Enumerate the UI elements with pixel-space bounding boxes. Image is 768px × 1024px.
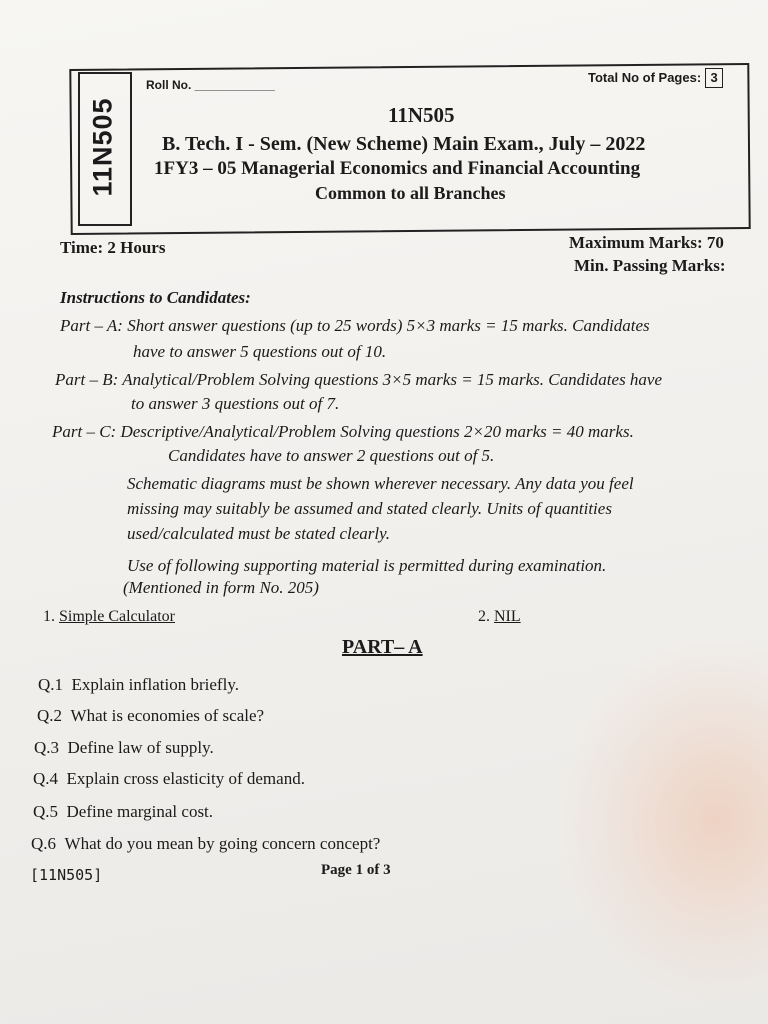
side-paper-code: 11N505 xyxy=(87,97,118,197)
total-pages-label: Total No of Pages: xyxy=(588,70,702,85)
question-1 xyxy=(38,675,239,695)
part-b-instruction-1: Part – B: Analytical/Problem Solving questions 3×5 marks = 15 marks. Candidates have xyxy=(55,370,663,389)
question-text: Define law of supply. xyxy=(67,738,214,757)
question-6 xyxy=(31,834,380,854)
material-item-1-number: 1. xyxy=(43,608,55,625)
question-text: Explain cross elasticity of demand. xyxy=(66,769,305,788)
exam-title: B. Tech. I - Sem. (New Scheme) Main Exam., July – 2022 xyxy=(162,133,646,155)
roll-line: ____________ xyxy=(194,78,275,92)
material-item-1-text: Simple Calculator xyxy=(59,608,175,625)
question-text: Explain inflation briefly. xyxy=(71,675,239,694)
paper-code: 11N505 xyxy=(388,103,455,127)
max-marks: Maximum Marks: 70 xyxy=(569,233,724,252)
note-line-2: missing may suitably be assumed and stated clearly. Units of quantities xyxy=(127,499,612,518)
support-line-2: (Mentioned in form No. 205) xyxy=(123,578,319,597)
part-a-title: PART– A xyxy=(342,636,423,658)
total-pages-value: 3 xyxy=(705,68,723,88)
question-number: Q.5 xyxy=(33,802,59,821)
part-c-instruction-1: Part – C: Descriptive/Analytical/Problem Solving questions 2×20 marks = 40 marks. xyxy=(52,422,634,441)
material-item-1 xyxy=(43,608,314,626)
note-line-1: Schematic diagrams must be shown wherever necessary. Any data you feel xyxy=(127,474,634,493)
question-3 xyxy=(34,738,214,758)
min-passing-marks: Min. Passing Marks: xyxy=(574,256,726,275)
question-text: What do you mean by going concern concept? xyxy=(64,834,381,853)
footer-code: [11N505] xyxy=(30,866,103,884)
support-line-1: Use of following supporting material is permitted during examination. xyxy=(127,556,607,575)
question-5 xyxy=(33,802,213,822)
material-item-2-text: NIL xyxy=(494,608,521,625)
material-item-2-number: 2. xyxy=(478,608,490,625)
material-item-2 xyxy=(478,608,672,626)
question-text: Define marginal cost. xyxy=(66,802,214,821)
roll-number-field xyxy=(146,78,275,92)
roll-label: Roll No. xyxy=(146,78,192,92)
subject-title: 1FY3 – 05 Managerial Economics and Financial Accounting xyxy=(154,158,641,179)
question-number: Q.3 xyxy=(34,738,60,757)
total-pages xyxy=(588,68,723,88)
exam-time: Time: 2 Hours xyxy=(60,238,166,257)
instructions-heading: Instructions to Candidates: xyxy=(60,288,251,307)
question-4 xyxy=(33,769,305,789)
question-number: Q.4 xyxy=(33,769,59,788)
question-number: Q.1 xyxy=(38,675,64,694)
part-a-instruction-1: Part – A: Short answer questions (up to 25 words) 5×3 marks = 15 marks. Candidates xyxy=(60,316,650,335)
question-text: What is economies of scale? xyxy=(70,706,265,725)
light-glare xyxy=(560,640,768,1000)
note-line-3: used/calculated must be stated clearly. xyxy=(127,524,390,543)
part-c-instruction-2: Candidates have to answer 2 questions out of 5. xyxy=(168,446,495,465)
question-2 xyxy=(37,706,264,726)
page-number: Page 1 of 3 xyxy=(321,862,391,878)
question-number: Q.2 xyxy=(37,706,63,725)
part-b-instruction-2: to answer 3 questions out of 7. xyxy=(131,394,340,413)
question-number: Q.6 xyxy=(31,834,57,853)
part-a-instruction-2: have to answer 5 questions out of 10. xyxy=(133,342,387,361)
branches-line: Common to all Branches xyxy=(315,183,506,203)
